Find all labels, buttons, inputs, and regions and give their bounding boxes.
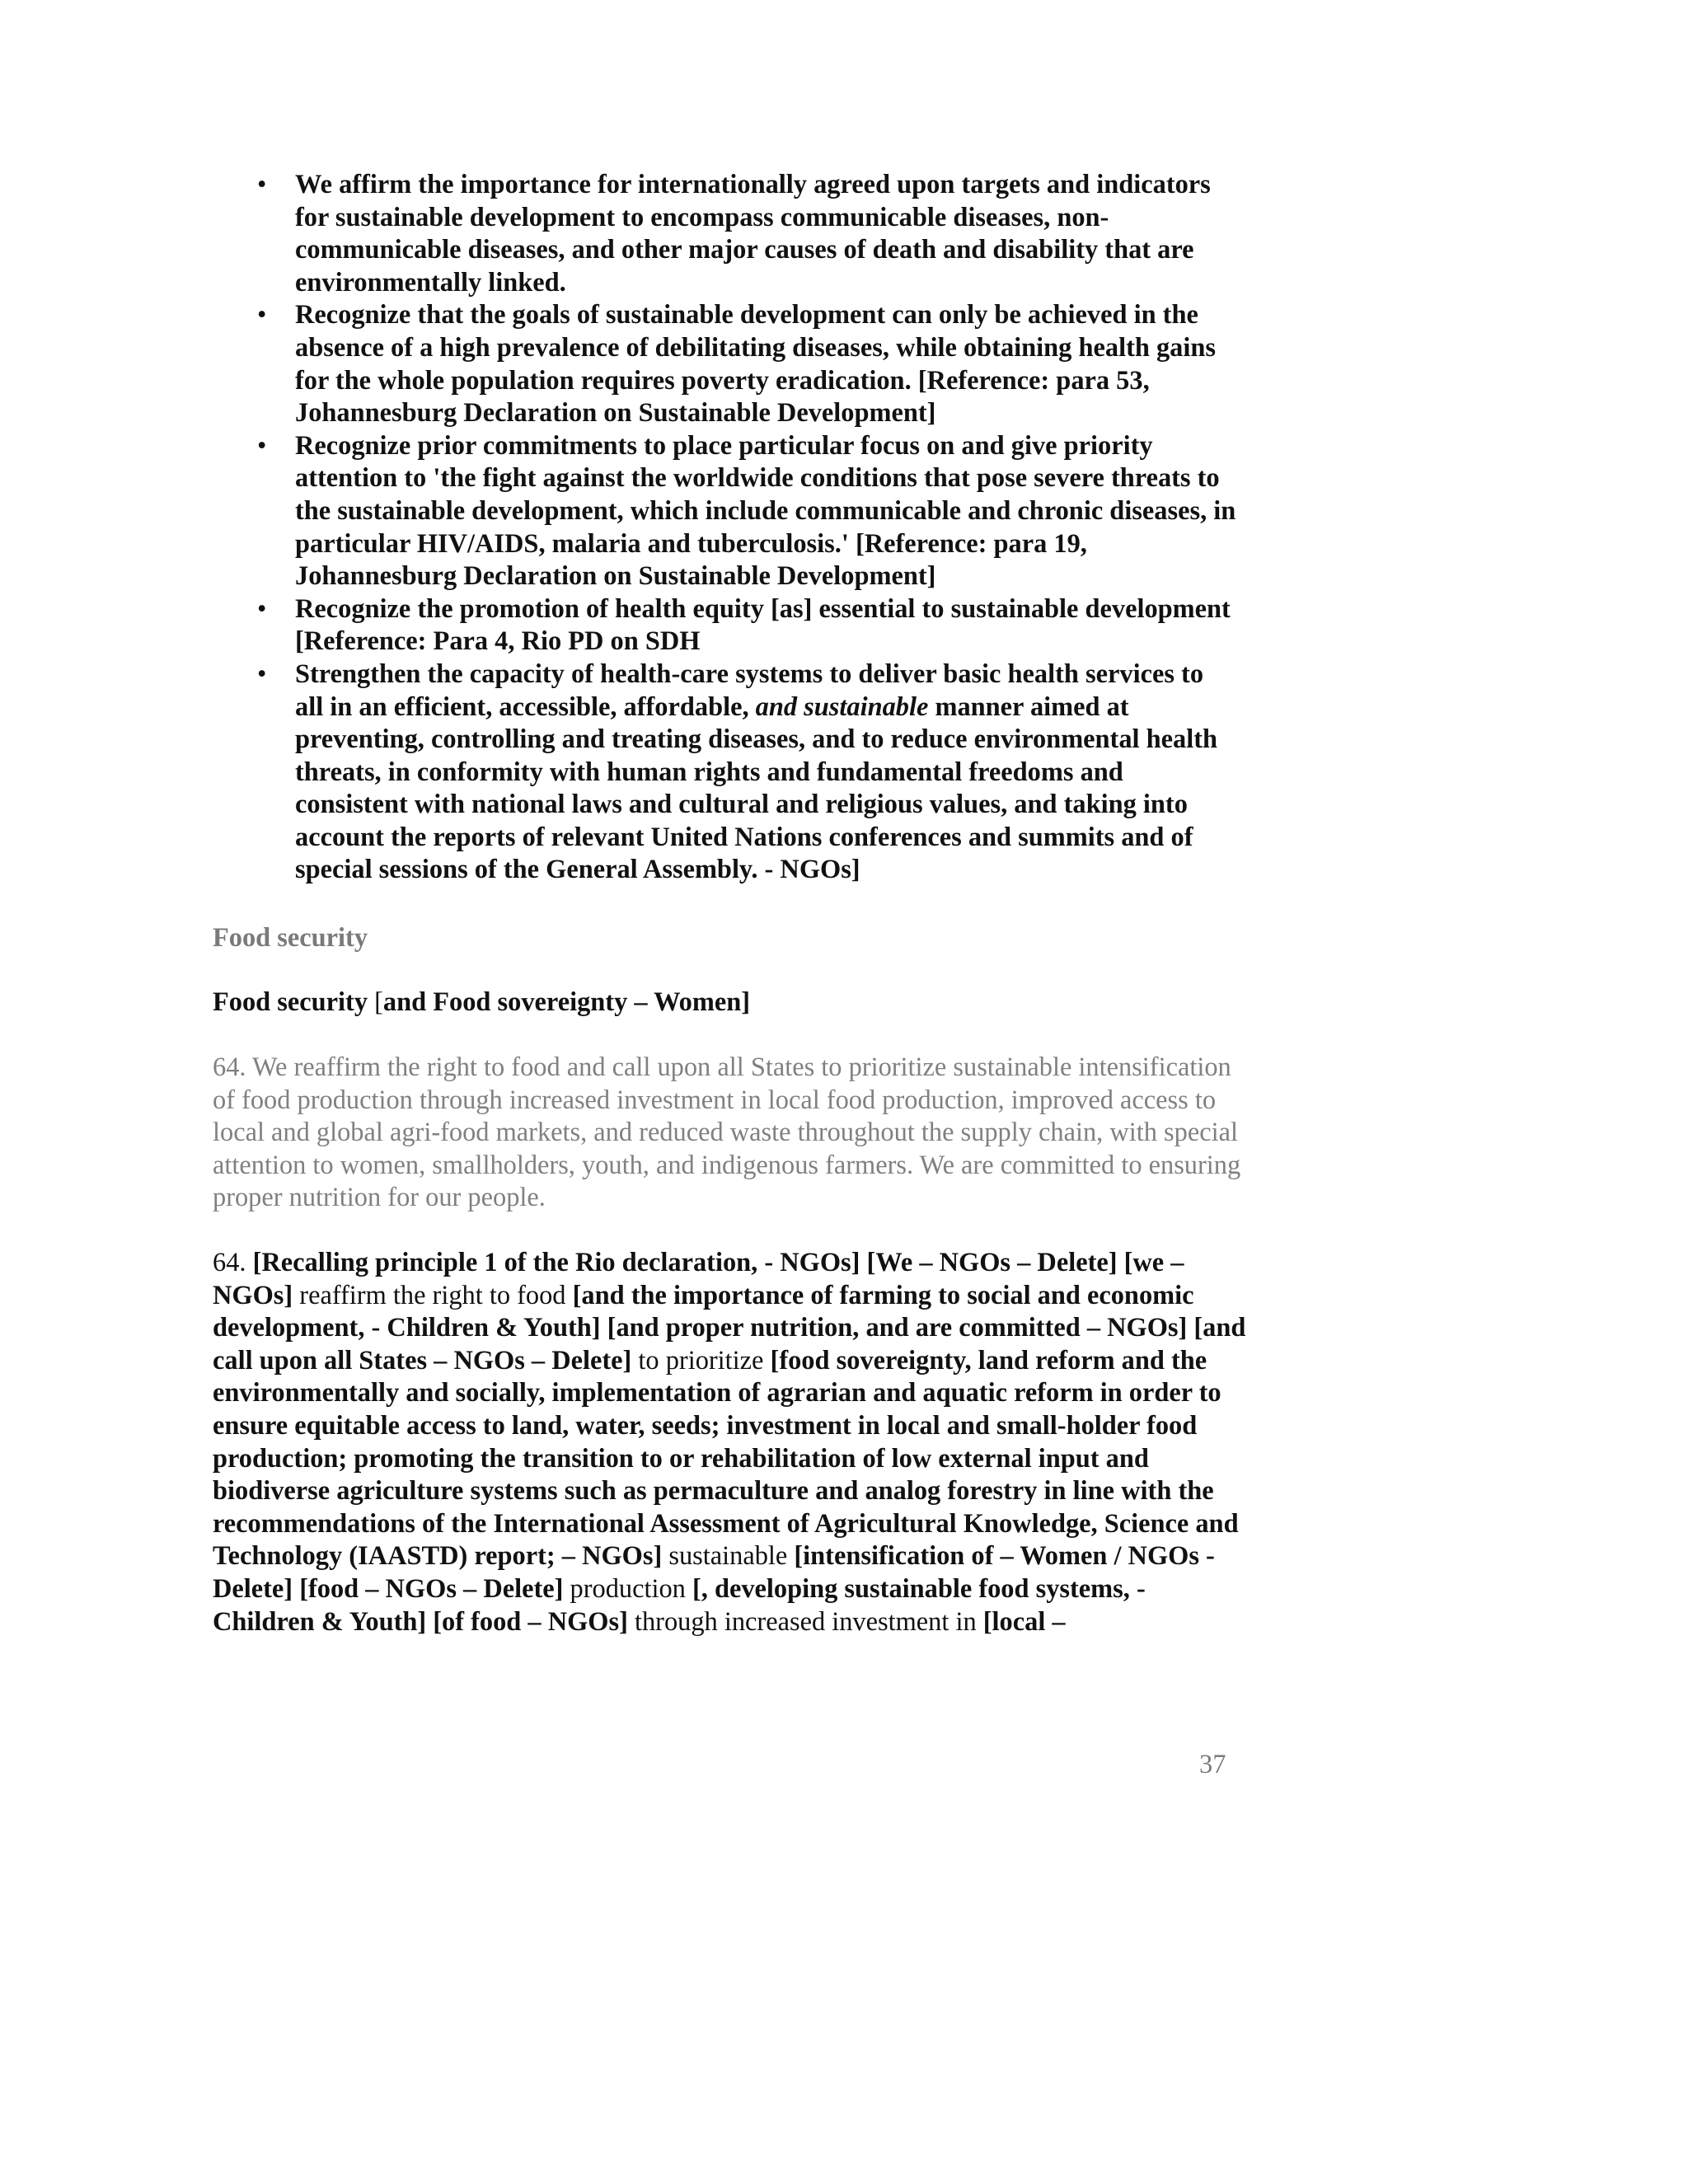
bullet-text: Recognize prior commitments to place particular focus on and give priority attention to 'the fight against the worldwide conditions that pose severe threats to the sustainable development, which include communicable and chronic diseases, in particular HIV/AIDS, malaria and tuberculosis.' [Reference: para 19, Johannesburg Declaration on Sustainable Development] [295, 430, 1236, 592]
para-segment: production [563, 1573, 692, 1604]
bullet-item [247, 430, 1236, 593]
bullet-icon: • [257, 170, 267, 199]
para-segment: 64. [213, 1248, 253, 1277]
para-segment-amendment: [, developing sustainable food systems, - Children & Youth] [of food – NGOs] [213, 1573, 1146, 1637]
bullet-item [247, 658, 1236, 887]
bullet-item [247, 593, 1236, 658]
bullet-text-part: Strengthen the capacity of health-care systems to deliver basic health services to all in an efficient, accessible, affordable, [295, 658, 1204, 722]
para-segment-amendment: [Recalling principle 1 of the Rio declaration, - NGOs] [We – NGOs – Delete] [we – NGOs] [213, 1248, 1184, 1310]
section-heading [213, 986, 750, 1019]
bullet-text: Recognize the promotion of health equity [as] essential to sustainable development [Reference: Para 4, Rio PD on SDH [295, 593, 1231, 657]
para-segment: sustainable [662, 1541, 795, 1572]
bullet-text-part: manner aimed at preventing, controlling and treating diseases, and to reduce environmental health threats, in conformity with human rights and fundamental freedoms and consistent with national laws and cultural and religious values, and taking into account the reports of relevant United Nations conferences and summits and of special sessions of the General Assembly. - NGOs] [295, 691, 1218, 885]
bullet-text-italic: and sustainable [755, 691, 929, 722]
bullet-item [247, 169, 1236, 299]
para-segment: through increased investment in [627, 1606, 983, 1637]
bullet-text: Recognize that the goals of sustainable development can only be achieved in the absence of a high prevalence of debilitating diseases, while obtaining health gains for the whole population requires poverty eradication. [Reference: para 53, Johannesburg Declaration on Sustainable Development] [295, 300, 1216, 429]
bullet-text [295, 659, 1217, 885]
bullet-icon: • [257, 300, 267, 330]
para-segment-amendment: [and the importance of farming to social and economic development, - Children & Youth] [and proper nutrition, and are committed – NGOs] [and call upon all States – NGOs – Delete] [213, 1280, 1246, 1376]
section-heading-gray: Food security [213, 923, 368, 953]
para-segment: reaffirm the right to food [293, 1280, 573, 1310]
para-segment: to prioritize [631, 1345, 771, 1376]
bullet-item [247, 299, 1236, 429]
para-segment-amendment: [food sovereignty, land reform and the environmentally and socially, implementation of agrarian and aquatic reform in order to ensure equitable access to land, water, seeds; investment in local and small-holder food production; promoting the transition to or rehabilitation of low external input and biodiverse agriculture systems such as permaculture and analog forestry in line with the recommendations of the International Assessment of Agricultural Knowledge, Science and Technology (IAASTD) report; – NGOs] [213, 1345, 1239, 1572]
bullet-list [247, 169, 1236, 887]
bullet-text: We affirm the importance for internationally agreed upon targets and indicators for sustainable development to encompass communicable diseases, non-communicable diseases, and other major causes of death and disability that are environmentally linked. [295, 170, 1211, 298]
para-segment-amendment: [intensification of – Women / NGOs - Delete] [food – NGOs – Delete] [213, 1541, 1215, 1604]
bullet-icon: • [257, 593, 267, 624]
bullet-icon: • [257, 430, 267, 461]
heading-part: and Food sovereignty – Women] [382, 987, 751, 1017]
original-paragraph-64: 64. We reaffirm the right to food and call upon all States to prioritize sustainable intensification of food production through increased investment in local food production, improved access to local and global agri-food markets, and reduced waste throughout the supply chain, with special attention to women, smallholders, youth, and indigenous farmers. We are committed to ensuring proper nutrition for our people. [213, 1052, 1241, 1213]
heading-bracket: [ [374, 987, 383, 1017]
heading-part: Food security [213, 987, 375, 1017]
amended-paragraph-64 [213, 1247, 1251, 1638]
bullet-icon: • [257, 658, 267, 689]
page-number: 37 [1199, 1750, 1226, 1779]
para-segment-amendment: [local – [982, 1606, 1066, 1637]
